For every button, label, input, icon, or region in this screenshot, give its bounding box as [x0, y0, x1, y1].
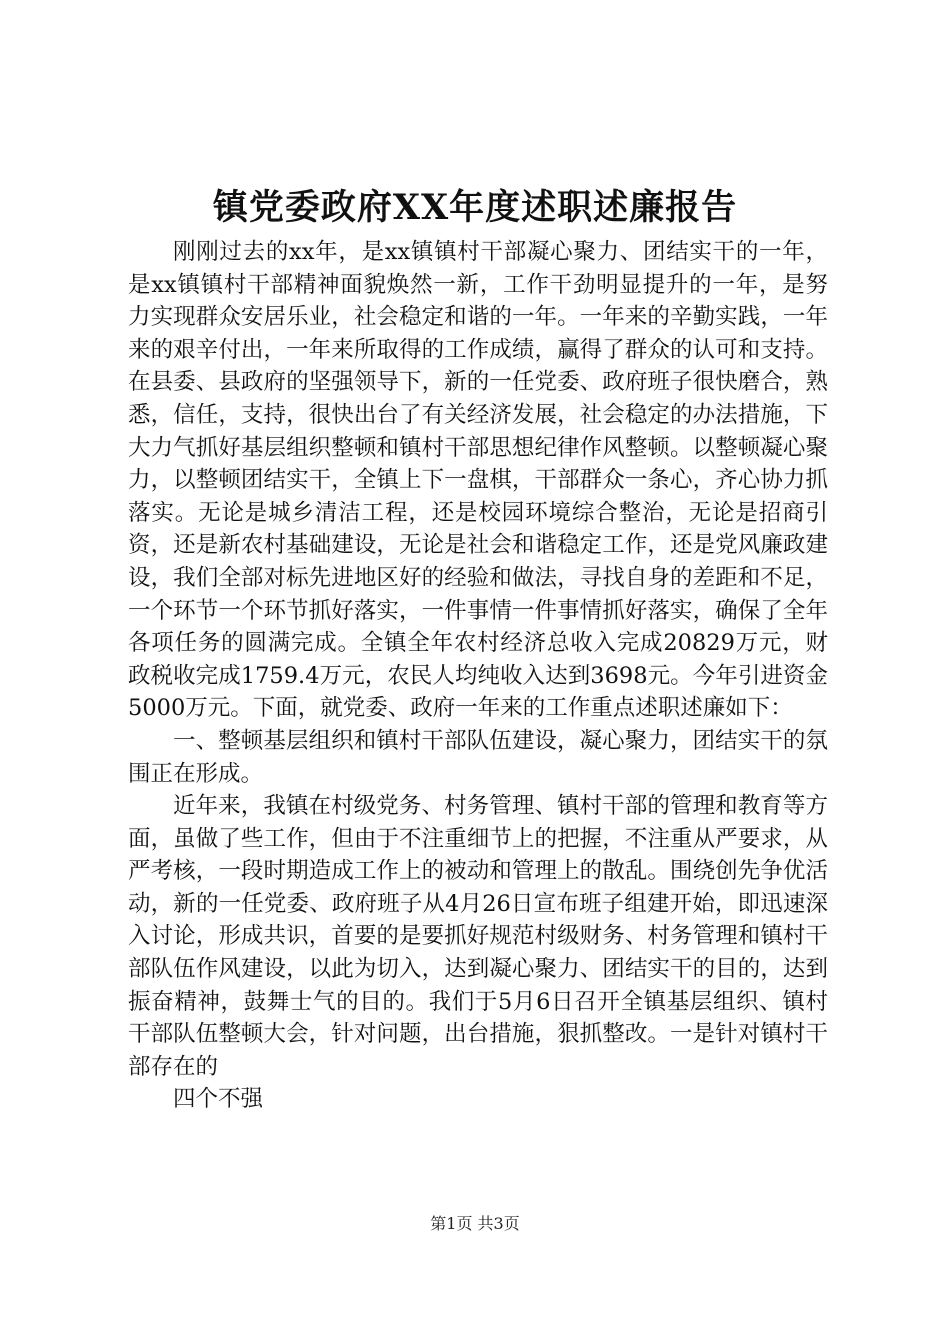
paragraph-section-heading: 一、整顿基层组织和镇村干部队伍建设，凝心聚力，团结实干的氛围正在形成。 [128, 727, 828, 787]
paragraph-intro: 刚刚过去的xx年，是xx镇镇村干部凝心聚力、团结实干的一年，是xx镇镇村干部精神面貌焕然一新，工作干劲明显提升的一年，是努力实现群众安居乐业，社会稳定和谐的一年。一年来的辛勤实践，一年来的艰辛付出，一年来所取得的工作成绩，赢得了群众的认可和支持。在县委、县政府的坚强领导下，新的一任党委、政府班子很快磨合，熟悉，信任，支持，很快出台了有关经济发展，社会稳定的办法措施，下大力气抓好基层组织整顿和镇村干部思想纪律作风整顿。以整顿凝心聚力，以整顿团结实干，全镇上下一盘棋，干部群众一条心，齐心协力抓落实。无论是城乡清洁工程，还是校园环境综合整治，无论是招商引资，还是新农村基础建设，无论是社会和谐稳定工作，还是党风廉政建设，我们全部对标先进地区好的经验和做法，寻找自身的差距和不足，一个环节一个环节抓好落实，一件事情一件事情抓好落实，确保了全年各项任务的圆满完成。全镇全年农村经济总收入完成20829万元，财政税收完成1759.4万元，农民人均纯收入达到3698元。今年引进资金5000万元。下面，就党委、政府一年来的工作重点述职述廉如下： [128, 239, 828, 722]
paragraph-fragment: 四个不强 [173, 1086, 264, 1113]
document-body [128, 236, 828, 1116]
page-number-footer: 第1页 共3页 [430, 1214, 520, 1233]
paragraph-section-body: 近年来，我镇在村级党务、村务管理、镇村干部的管理和教育等方面，虽做了些工作，但由于不注重细节上的把握，不注重从严要求，从严考核，一段时期造成工作上的被动和管理上的散乱。围绕创先争优活动，新的一任党委、政府班子从4月26日宣布班子组建开始，即迅速深入讨论，形成共识，首要的是要抓好规范村级财务、村务管理和镇村干部队伍作风建设，以此为切入，达到凝心聚力、团结实干的目的，达到振奋精神，鼓舞士气的目的。我们于5月6日召开全镇基层组织、镇村干部队伍整顿大会，针对问题，出台措施，狠抓整改。一是针对镇村干部存在的 [128, 793, 828, 1080]
document-title: 镇党委政府XX年度述职述廉报告 [212, 187, 738, 228]
